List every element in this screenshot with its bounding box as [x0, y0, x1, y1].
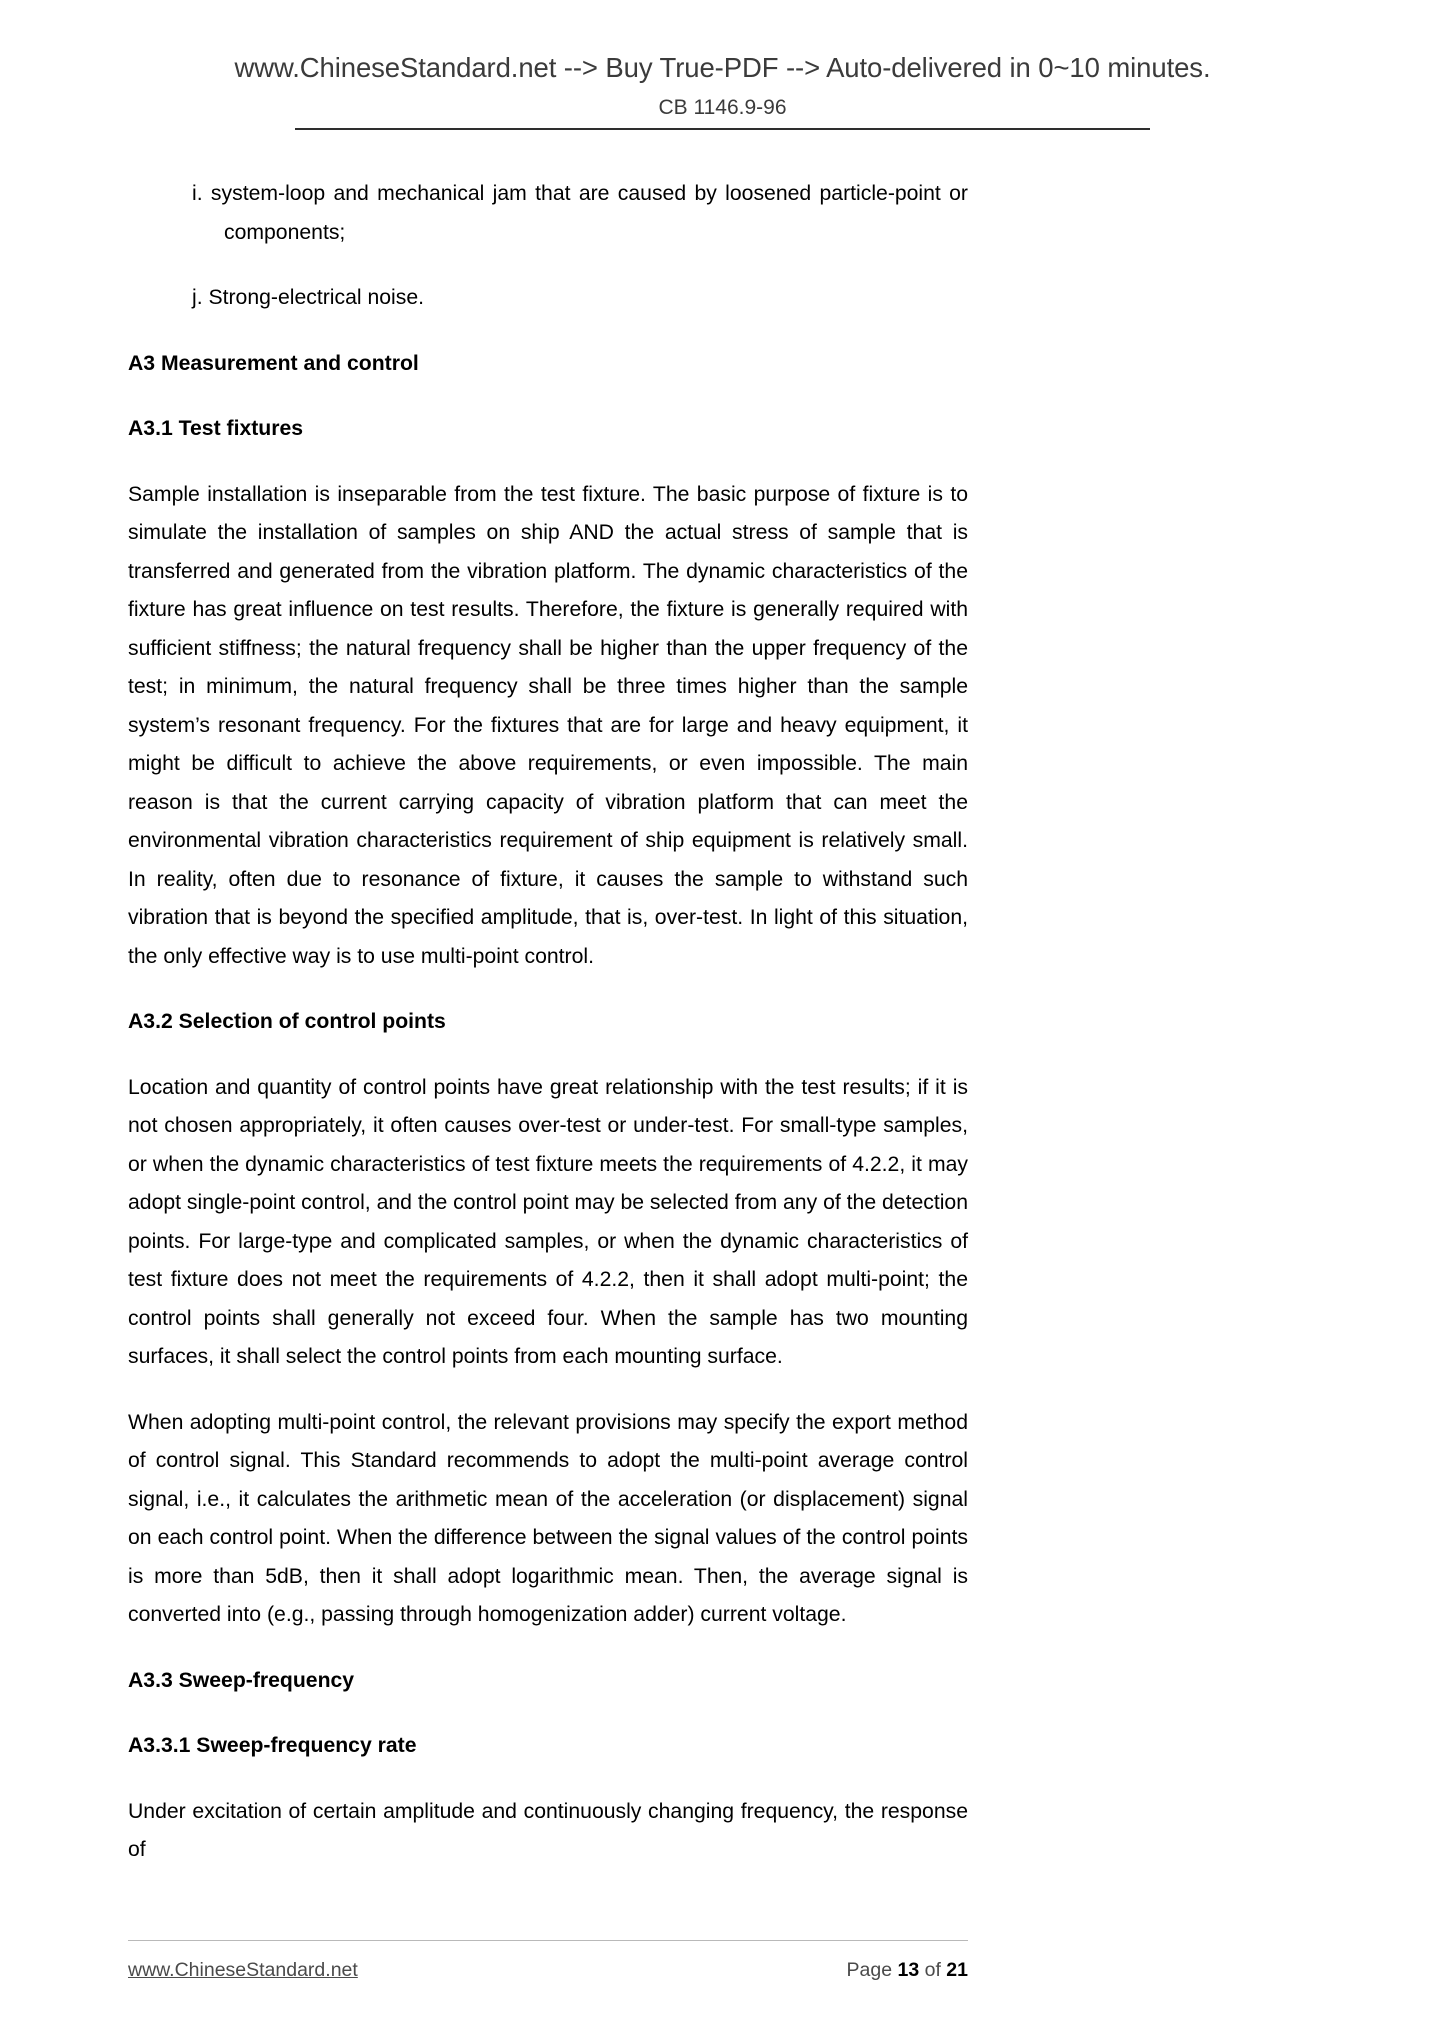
page-footer	[128, 1940, 968, 1982]
paragraph-a3-3-1: Under excitation of certain amplitude and continuously changing frequency, the response of	[128, 1799, 968, 1861]
paragraph-a3-2-second: When adopting multi-point control, the relevant provisions may specify the export method of control signal. This Standard recommends to adopt the multi-point average control signal, i.e., it calculates the arithmetic mean of the acceleration (or displacement) signal on each control point. When the difference between the signal values of the control points is more than 5dB, then it shall adopt logarithmic mean. Then, the average signal is converted into (e.g., passing through homogenization adder) current voltage.	[128, 1410, 968, 1626]
footer-divider	[128, 1940, 968, 1941]
page-total-number: 21	[946, 1959, 968, 1981]
page-label-prefix: Page	[846, 1959, 898, 1981]
page-label-middle: of	[919, 1959, 947, 1981]
heading-a3-3: A3.3 Sweep-frequency	[128, 1668, 355, 1692]
paragraph-a3-2-first: Location and quantity of control points have great relationship with the test results; if it is not chosen appropriately, it often causes over-test or under-test. For small-type samples, or when the dynamic characteristics of test fixture meets the requirements of 4.2.2, it may adopt single-point control, and the control point may be selected from any of the detection points. For large-type and complicated samples, or when the dynamic characteristics of test fixture does not meet the requirements of 4.2.2, then it shall adopt multi-point; the control points shall generally not exceed four. When the sample has two mounting surfaces, it shall select the control points from each mounting surface.	[128, 1075, 968, 1368]
header-divider	[295, 128, 1150, 130]
lettered-list	[128, 175, 968, 318]
heading-a3: A3 Measurement and control	[128, 351, 419, 375]
page-header	[0, 0, 1445, 130]
document-body	[128, 175, 968, 1897]
list-item: i. system-loop and mechanical jam that are caused by loosened particle-point or components;	[192, 182, 968, 244]
paragraph-a3-1: Sample installation is inseparable from the test fixture. The basic purpose of fixture is to simulate the installation of samples on ship AND the actual stress of sample that is transferred and generated from the vibration platform. The dynamic characteristics of the fixture has great influence on test results. Therefore, the fixture is generally required with sufficient stiffness; the natural frequency shall be higher than the upper frequency of the test; in minimum, the natural frequency shall be three times higher than the sample system’s resonant frequency. For the fixtures that are for large and heavy equipment, it might be difficult to achieve the above requirements, or even impossible. The main reason is that the current carrying capacity of vibration platform that can meet the environmental vibration characteristics requirement of ship equipment is relatively small. In reality, often due to resonance of fixture, it causes the sample to withstand such vibration that is beyond the specified amplitude, that is, over-test. In light of this situation, the only effective way is to use multi-point control.	[128, 482, 968, 968]
page-current-number: 13	[897, 1959, 920, 1981]
footer-site-link[interactable]: www.ChineseStandard.net	[128, 1959, 358, 1981]
standard-number: CB 1146.9-96	[658, 96, 787, 119]
promo-banner-text: www.ChineseStandard.net --> Buy True-PDF --> Auto-delivered in 0~10 minutes.	[234, 52, 1211, 83]
footer-row	[128, 1959, 968, 1982]
heading-a3-3-1: A3.3.1 Sweep-frequency rate	[128, 1734, 417, 1757]
list-item: j. Strong-electrical noise.	[192, 286, 424, 309]
heading-a3-2: A3.2 Selection of control points	[128, 1010, 446, 1033]
page-indicator	[847, 1959, 968, 1982]
heading-a3-1: A3.1 Test fixtures	[128, 417, 304, 440]
